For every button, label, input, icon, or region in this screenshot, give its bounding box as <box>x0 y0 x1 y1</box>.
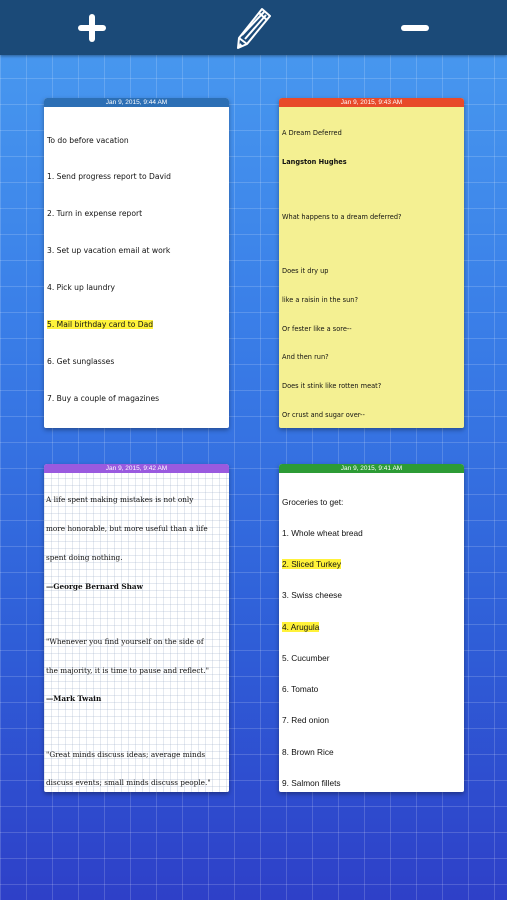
list-item: 7. Buy a couple of magazines <box>47 393 160 403</box>
quote-line: A life spent making mistakes is not only <box>46 495 194 505</box>
list-item: 1. Whole wheat bread <box>282 528 363 539</box>
quote-author: —Mark Twain <box>46 694 102 704</box>
note-date: Jan 9, 2015, 9:44 AM <box>44 98 229 107</box>
list-item: 3. Set up vacation email at work <box>47 246 171 256</box>
quote-line: spent doing nothing. <box>46 552 123 562</box>
list-item: 2. Turn in expense report <box>47 209 143 219</box>
note-card-quotes[interactable] <box>44 464 229 792</box>
poem-line <box>282 241 461 248</box>
list-item: 6. Get sunglasses <box>47 356 115 366</box>
note-title: To do before vacation <box>47 135 129 145</box>
minus-icon <box>401 25 429 31</box>
top-toolbar <box>0 0 507 55</box>
poem-line: Or crust and sugar over-- <box>282 411 365 419</box>
quote-line <box>46 723 226 730</box>
poem-title: A Dream Deferred <box>282 129 342 138</box>
note-text <box>44 107 229 428</box>
note-date: Jan 9, 2015, 9:43 AM <box>279 98 464 107</box>
list-item: 1. Send progress report to David <box>47 172 171 182</box>
note-text <box>279 107 464 428</box>
quote-line: more honorable, but more useful than a life <box>46 523 208 533</box>
list-item: 7. Red onion <box>282 715 330 726</box>
quote-line <box>46 610 226 617</box>
list-item: 9. Salmon fillets <box>282 777 341 788</box>
poem-line: What happens to a dream deferred? <box>282 212 402 221</box>
note-card-groceries[interactable] <box>279 464 464 792</box>
note-text <box>279 473 464 792</box>
poem-line: Or fester like a sore-- <box>282 324 352 333</box>
highlighted-list-item: 2. Sliced Turkey <box>282 559 342 570</box>
highlighted-list-item: 5. Mail birthday card to Dad <box>47 320 154 330</box>
quote-author: —George Bernard Shaw <box>46 581 143 591</box>
poem-line: And then run? <box>282 353 329 362</box>
list-item: 5. Cucumber <box>282 652 330 663</box>
note-card-dream-deferred[interactable] <box>279 98 464 428</box>
poem-line: Does it dry up <box>282 267 329 276</box>
quote-line: "Great minds discuss ideas; average minds <box>46 749 206 759</box>
poem-line <box>282 187 461 194</box>
highlighted-list-item: 4. Arugula <box>282 621 320 632</box>
plus-icon <box>78 14 106 42</box>
note-date: Jan 9, 2015, 9:42 AM <box>44 464 229 473</box>
add-note-button[interactable] <box>62 0 122 55</box>
list-item: 4. Pick up laundry <box>47 283 116 293</box>
quote-line: the majority, it is time to pause and reflect." <box>46 665 210 675</box>
poem-author: Langston Hughes <box>282 157 347 166</box>
quote-line: "Whenever you find yourself on the side of <box>46 636 204 646</box>
delete-note-button[interactable] <box>385 0 445 55</box>
note-text <box>44 473 229 792</box>
note-title: Groceries to get: <box>282 496 344 507</box>
quote-line: discuss events; small minds discuss people." <box>46 778 211 788</box>
list-item: 8. Brown Rice <box>282 746 334 757</box>
edit-note-button[interactable] <box>223 0 283 55</box>
poem-line: like a raisin in the sun? <box>282 295 358 304</box>
note-card-vacation-todo[interactable] <box>44 98 229 428</box>
note-date: Jan 9, 2015, 9:41 AM <box>279 464 464 473</box>
list-item: 6. Tomato <box>282 684 319 695</box>
poem-line: Does it stink like rotten meat? <box>282 382 382 391</box>
list-item: 3. Swiss cheese <box>282 590 342 601</box>
pencil-icon <box>233 6 273 50</box>
